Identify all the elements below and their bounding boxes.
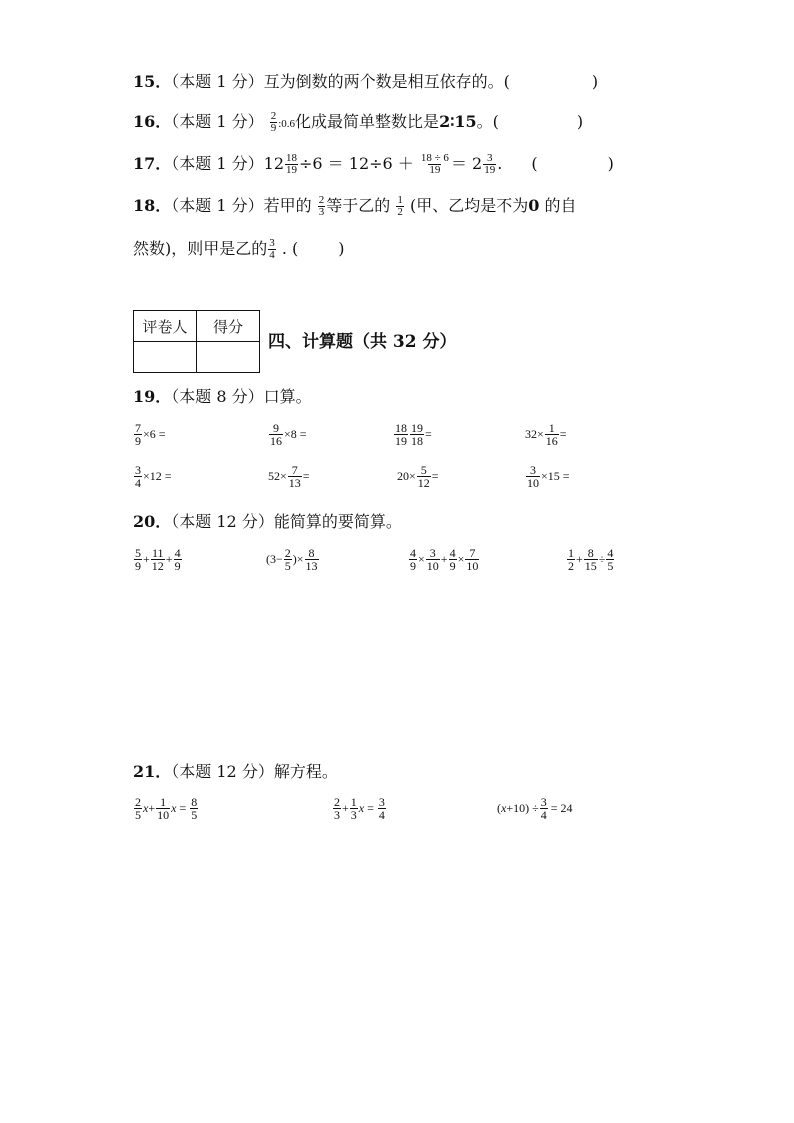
q21-number: 21．: [133, 762, 172, 781]
q21-tag: （本题 12 分）: [171, 762, 274, 781]
score-header: 得分: [197, 311, 260, 342]
score-cell[interactable]: [197, 342, 260, 373]
question-21: 21．（本题 12 分）解方程。: [133, 762, 338, 781]
q17-number: 17．: [133, 154, 172, 173]
simplify-expr-3: $\frac{4}{9}$ × $\frac{3}{10}$ + $\frac{4}{9}$ × $\frac{7}{10}$: [410, 546, 479, 573]
q15-text: 互为倒数的两个数是相互依存的。(: [263, 72, 510, 91]
question-15: 15．（本题 1 分）互为倒数的两个数是相互依存的。( ): [133, 72, 599, 91]
q17-fraction-2: $\frac{18 \div 6}{19}$: [420, 152, 449, 176]
q16-tag: （本题 1 分）: [171, 112, 264, 131]
oral-calc-2: $\frac{9}{16}$ ×8 =: [270, 421, 307, 448]
question-20: 20．（本题 12 分）能简算的要简算。: [133, 512, 402, 531]
q18-fraction-3: $\frac{3}{4}$: [269, 237, 275, 261]
simplify-expr-2: (3− $\frac{2}{5}$ )× $\frac{8}{13}$: [266, 546, 318, 573]
q20-number: 20．: [133, 512, 172, 531]
q18-fraction-2: $\frac{1}{2}$: [397, 194, 403, 218]
simplify-expr-4: 1 2 + $\frac{8}{15}$ ÷ $\frac{4}{5}$: [568, 546, 614, 573]
grader-cell[interactable]: [134, 342, 197, 373]
oral-calc-5: $\frac{3}{4}$ ×12 =: [135, 463, 172, 490]
equation-1: 2 5 x + $\frac{1}{10}$ x = $\frac{8}{5}$: [135, 795, 198, 822]
score-table: [133, 310, 260, 373]
q19-tag: （本题 8 分）: [171, 387, 264, 406]
q15-number: 15．: [133, 72, 172, 91]
question-18-line2: 然数)，则甲是乙的 $\frac{3}{4}$ . ( ): [133, 237, 345, 261]
simplify-expr-1: 5 9 + $\frac{11}{12}$ + $\frac{4}{9}$: [135, 546, 181, 573]
q17-fraction-3: $\frac{3}{19}$: [484, 152, 496, 176]
oral-calc-7: 20× $\frac{5}{12}$ =: [397, 463, 439, 490]
q16-ratio: 2∶15: [439, 112, 477, 131]
q17-tag: （本题 1 分）: [171, 154, 264, 173]
q18-number: 18．: [133, 196, 172, 215]
q18-tag: （本题 1 分）: [171, 196, 264, 215]
q18-fraction-1: $\frac{2}{3}$: [318, 194, 325, 218]
q16-fraction: $\frac{2}{9}$: [270, 110, 277, 134]
oral-calc-6: 52× $\frac{7}{13}$ =: [268, 463, 310, 490]
equation-3: ( x +10) ÷ $\frac{3}{4}$ = 24: [497, 795, 573, 822]
question-18: 18．（本题 1 分）若甲的 $\frac{2}{3}$ 等于乙的 $\frac{1}{2}$ (甲、乙均是不为0 的自: [133, 194, 577, 218]
q16-number: 16．: [133, 112, 172, 131]
q19-number: 19．: [133, 387, 172, 406]
q17-fraction-1: $\frac{18}{19}$: [286, 152, 297, 176]
oral-calc-4: 32× $\frac{1}{16}$ =: [525, 421, 567, 448]
question-19: 19．（本题 8 分）口算。: [133, 387, 312, 406]
oral-calc-1: $\frac{7}{9}$ ×6 =: [135, 421, 166, 448]
section-title: 四、计算题（共 32 分）: [268, 332, 457, 352]
grader-header: 评卷人: [134, 311, 197, 342]
equation-2: 2 3 + $\frac{1}{3}$ x = $\frac{3}{4}$: [334, 795, 385, 822]
q20-tag: （本题 12 分）: [171, 512, 274, 531]
oral-calc-8: $\frac{3}{10}$ ×15 =: [527, 463, 570, 490]
question-17: 17．（本题 1 分）12 $\frac{18}{19}$ ÷6 ＝ 12÷6 ＋ $\frac{18 \div 6}{19}$ ＝ 2 $\frac{3}{19}$ . ( ): [133, 152, 614, 176]
oral-calc-3: 18 19 $\frac{19}{18}$ =: [395, 421, 432, 448]
q15-tag: （本题 1 分）: [171, 72, 264, 91]
question-16: 16．（本题 1 分） $\frac{2}{9}$ :0.6化成最简单整数比是2∶15。( ): [133, 110, 584, 134]
